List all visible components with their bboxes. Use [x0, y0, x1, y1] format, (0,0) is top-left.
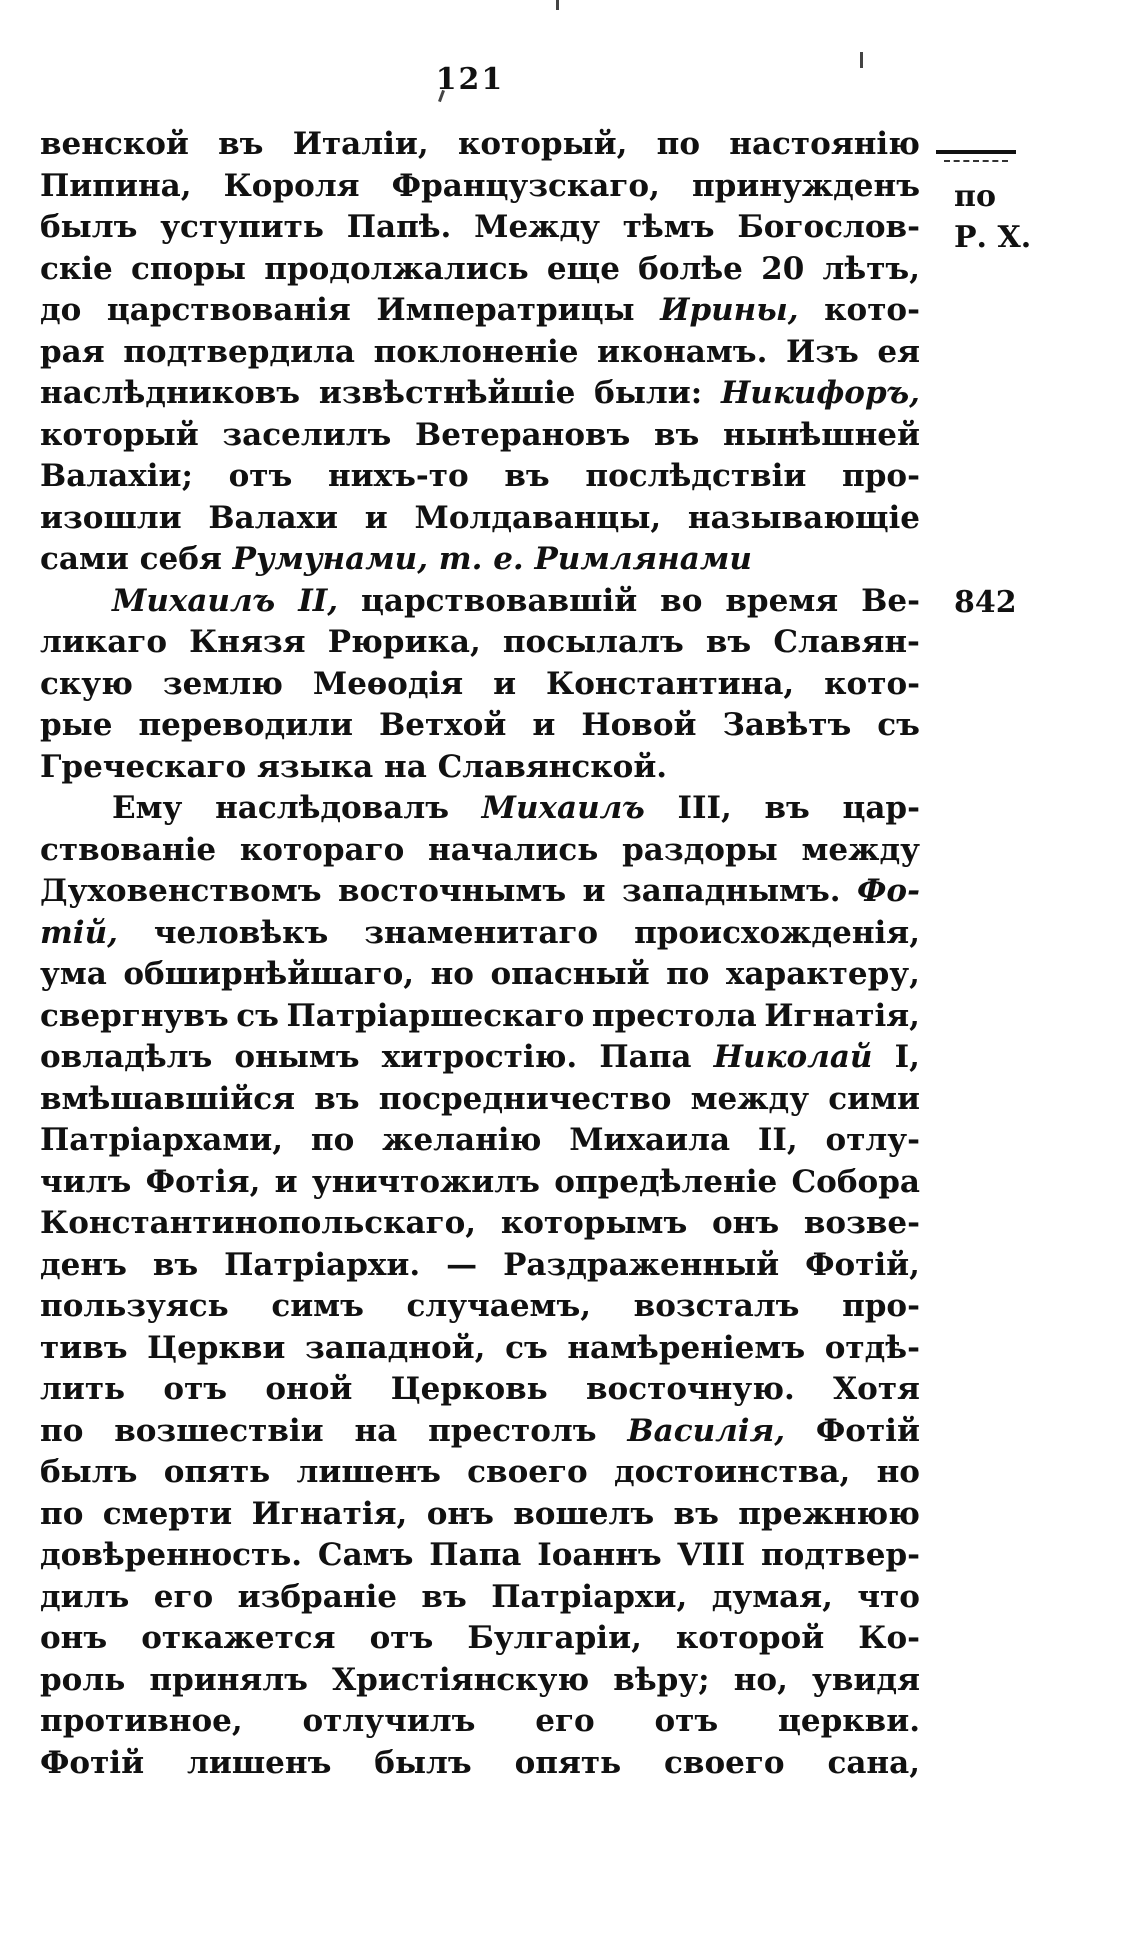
text-line: [40, 415, 920, 457]
text-line: [40, 1701, 920, 1743]
word: и: [532, 707, 556, 743]
word: рые: [40, 707, 113, 743]
word: называющіе: [687, 499, 920, 536]
word: уступить: [160, 209, 324, 245]
word: Молдаванцы,: [414, 499, 662, 536]
word: Италіи,: [292, 126, 429, 162]
word: раздоры: [622, 831, 778, 868]
word: сими: [828, 1080, 920, 1117]
word: цар-: [842, 790, 920, 826]
word: достоинства,: [613, 1454, 851, 1490]
text-line: [40, 456, 920, 498]
word: случаемъ,: [406, 1288, 592, 1324]
word: думая,: [711, 1578, 833, 1615]
word: I,: [894, 1039, 920, 1075]
word: споры: [131, 250, 247, 287]
text-run: сами себя: [40, 541, 233, 577]
text-line: [40, 124, 920, 166]
word: Рюрика,: [327, 624, 481, 660]
text-line: [40, 1037, 920, 1079]
word: хитростію.: [381, 1039, 578, 1075]
word: подтвердила: [123, 333, 356, 370]
word: лить: [40, 1371, 126, 1407]
word: сана,: [827, 1744, 920, 1781]
word: былъ: [40, 209, 138, 245]
word: дилъ: [40, 1578, 130, 1615]
word: тій,: [40, 914, 118, 951]
word: западной,: [305, 1329, 486, 1366]
word: знаменитаго: [364, 914, 599, 951]
margin-note: Р. Х.: [954, 220, 1032, 255]
word: заселилъ: [222, 416, 392, 453]
word: и: [493, 665, 517, 702]
word: въ: [504, 458, 550, 494]
word: болѣе: [638, 250, 743, 287]
text-line: [40, 1660, 920, 1702]
word: кото-: [824, 665, 920, 702]
word: Ветхой: [379, 707, 507, 743]
word: Фотій: [815, 1412, 920, 1449]
text-line: [40, 830, 920, 872]
word: Фотій: [40, 1744, 145, 1781]
word: престола: [591, 997, 757, 1034]
word: Между: [474, 209, 600, 245]
text-line: [40, 954, 920, 996]
text-line: [40, 249, 920, 291]
word: Булгаріи,: [467, 1620, 642, 1656]
word: въ: [314, 1080, 360, 1117]
word: и: [582, 873, 606, 909]
word: свергнувъ: [40, 997, 229, 1034]
word: въ: [705, 624, 752, 660]
word: но: [430, 956, 474, 992]
word: принялъ: [149, 1661, 308, 1698]
word: откажется: [141, 1620, 336, 1656]
text-line: [40, 373, 920, 415]
word: еще: [546, 250, 620, 287]
word: про-: [842, 458, 920, 494]
text-line: [40, 996, 920, 1038]
word: между: [801, 831, 920, 868]
word: Духовенствомъ: [40, 873, 322, 909]
word: II,: [298, 582, 338, 619]
word: Славян-: [773, 624, 920, 660]
word: противное,: [40, 1703, 243, 1739]
word: Игнатія,: [764, 997, 920, 1034]
word: посылалъ: [502, 624, 684, 660]
word: между: [690, 1080, 810, 1117]
text-line: [40, 1743, 920, 1785]
word: 20: [761, 250, 805, 287]
word: былъ: [40, 1454, 138, 1490]
word: западнымъ.: [621, 873, 841, 909]
word: Папа: [599, 1039, 692, 1075]
word: его: [535, 1703, 595, 1739]
word: переводили: [138, 707, 354, 743]
word: онъ: [40, 1620, 108, 1656]
word: въ: [764, 790, 810, 826]
word: принужденъ: [691, 167, 920, 204]
word: II,: [757, 1122, 798, 1158]
word: по: [656, 126, 701, 162]
word: во: [660, 582, 703, 619]
text-line: [40, 207, 920, 249]
word: настоянію: [729, 126, 920, 162]
word: землю: [162, 665, 283, 702]
word: опасный: [490, 956, 650, 992]
word: до: [40, 292, 82, 328]
word: отлучилъ: [302, 1703, 476, 1739]
word: кото-: [824, 292, 920, 328]
word: съ: [236, 997, 279, 1034]
page-number: 121: [435, 62, 505, 97]
word: чилъ: [40, 1163, 132, 1200]
word: поклоненіе: [373, 333, 579, 370]
text-line: [40, 1618, 920, 1660]
word: роль: [40, 1661, 126, 1698]
word: Іоаннъ: [537, 1537, 662, 1573]
text-line: [40, 1120, 920, 1162]
word: оной: [265, 1371, 353, 1407]
word: симъ: [271, 1288, 364, 1324]
word: опять: [163, 1454, 271, 1490]
word: съ: [505, 1329, 548, 1366]
word: ликаго: [40, 624, 167, 660]
word: Патріаршескаго: [286, 997, 585, 1034]
word: въ: [421, 1578, 467, 1615]
word: денъ: [40, 1246, 127, 1283]
word: лишенъ: [187, 1744, 332, 1781]
word: Самъ: [317, 1537, 414, 1573]
word: уничтожилъ: [311, 1163, 540, 1200]
word: Михаилъ: [112, 582, 276, 619]
word: былъ: [374, 1744, 472, 1781]
word: тѣмъ: [622, 209, 715, 245]
text-line: [40, 290, 920, 332]
word: по: [310, 1122, 355, 1158]
paper-speck: [556, 0, 559, 10]
text-line: [40, 1535, 920, 1577]
word: Христіянскую: [332, 1661, 590, 1698]
word: Завѣтъ: [722, 707, 852, 743]
word: увидя: [812, 1661, 920, 1698]
margin-note: 842: [954, 585, 1017, 620]
word: Константинопольскаго,: [40, 1205, 477, 1241]
word: по: [666, 956, 710, 992]
word: Ко-: [858, 1620, 920, 1656]
word: отлу-: [825, 1122, 920, 1158]
word: вошелъ: [513, 1495, 655, 1532]
text-line: [40, 1245, 920, 1287]
word: вмѣшавшійся: [40, 1080, 296, 1117]
word: по: [40, 1412, 84, 1449]
word: венской: [40, 126, 189, 162]
word: Фотія,: [145, 1163, 261, 1200]
word: Патріархи.: [224, 1246, 421, 1283]
word: онымъ: [234, 1039, 360, 1075]
word: церкви.: [777, 1703, 920, 1739]
text-line: [40, 166, 920, 208]
word: Богослов-: [737, 209, 920, 245]
word: Церкви: [147, 1329, 286, 1366]
word: Патріархи,: [491, 1578, 688, 1615]
word: восточнымъ: [337, 873, 567, 909]
word: наслѣдовалъ: [215, 790, 449, 826]
word: Князя: [189, 624, 306, 660]
text-line: [40, 1494, 920, 1536]
word: Константина,: [546, 665, 795, 702]
word: Василія,: [627, 1412, 786, 1449]
word: пользуясь: [40, 1288, 229, 1324]
word: но: [876, 1454, 920, 1490]
word: довѣренность.: [40, 1537, 303, 1573]
word: VIII: [677, 1537, 746, 1573]
word: Михаила: [569, 1122, 731, 1158]
word: смерти: [102, 1495, 233, 1532]
word: Изъ: [785, 333, 859, 370]
text-line: [40, 498, 920, 540]
text-line: [40, 1577, 920, 1619]
text-line: [40, 1411, 920, 1453]
word: царствовавшій: [360, 582, 638, 619]
word: его: [153, 1578, 214, 1615]
word: своего: [467, 1454, 588, 1490]
text-run: Греческаго языка на Славянской.: [40, 748, 668, 785]
word: обширнѣйшаго,: [123, 956, 415, 992]
word: Никифоръ,: [720, 375, 920, 411]
word: Ирины,: [660, 292, 799, 328]
word: Михаилъ: [481, 790, 645, 826]
word: Игнатія,: [251, 1495, 408, 1532]
word: изошли: [40, 499, 182, 536]
word: Ве-: [861, 582, 920, 619]
word: восточную.: [586, 1371, 795, 1407]
word: прежнюю: [738, 1495, 920, 1532]
text-line: [40, 1369, 920, 1411]
word: отъ: [369, 1620, 434, 1656]
word: наслѣдниковъ: [40, 375, 301, 411]
word: иконамъ.: [597, 333, 768, 370]
text-line: [40, 332, 920, 374]
word: нынѣшней: [723, 416, 920, 453]
word: Ему: [112, 790, 183, 826]
word: возве-: [803, 1205, 920, 1241]
word: —: [446, 1246, 478, 1283]
word: начались: [428, 831, 599, 868]
text-line: [40, 705, 920, 747]
word: и: [274, 1163, 298, 1200]
word: время: [725, 582, 839, 619]
text-line: [40, 1452, 920, 1494]
word: въ: [673, 1495, 719, 1532]
word: послѣдствіи: [585, 458, 807, 494]
word: что: [857, 1578, 920, 1615]
word: престолъ: [428, 1412, 597, 1449]
word: Раздраженный: [503, 1246, 780, 1283]
word: желанію: [382, 1122, 542, 1158]
text-line: [40, 539, 920, 581]
text-run: Румунами, т. е. Римлянами: [232, 541, 752, 577]
word: въ: [152, 1246, 199, 1283]
word: отъ: [654, 1703, 719, 1739]
word: намѣреніемъ: [567, 1329, 806, 1366]
word: опредѣленіе: [554, 1163, 778, 1200]
word: въ: [218, 126, 264, 162]
margin-rule: [936, 150, 1016, 154]
body-text: [40, 124, 920, 1784]
word: Фо-: [857, 873, 920, 909]
text-line: [40, 1079, 920, 1121]
word: съ: [877, 707, 920, 743]
text-line: [40, 581, 920, 623]
word: которымъ: [500, 1205, 688, 1241]
word: Папѣ.: [346, 209, 452, 245]
word: Императрицы: [376, 292, 635, 328]
word: Короля: [223, 167, 360, 204]
text-line: [40, 913, 920, 955]
word: Пипина,: [40, 167, 192, 204]
word: Ветерановъ: [415, 416, 631, 453]
word: тивъ: [40, 1329, 128, 1366]
word: скіе: [40, 250, 113, 287]
word: скую: [40, 665, 133, 702]
word: лѣтъ,: [822, 250, 920, 287]
word: овладѣлъ: [40, 1039, 213, 1075]
word: царствованія: [106, 292, 351, 328]
word: вѣру;: [613, 1661, 710, 1698]
word: которой: [675, 1620, 825, 1656]
word: были:: [594, 375, 703, 411]
word: ствованіе: [40, 831, 217, 868]
word: опять: [514, 1744, 622, 1781]
word: характеру,: [725, 956, 920, 992]
word: отъ: [228, 458, 293, 494]
word: ея: [877, 333, 920, 370]
word: посредничество: [378, 1080, 672, 1117]
word: Церковь: [390, 1371, 548, 1407]
word: Папа: [429, 1537, 522, 1573]
word: ума: [40, 956, 107, 992]
word: лишенъ: [296, 1454, 441, 1490]
word: на: [354, 1412, 398, 1449]
word: и: [364, 499, 388, 536]
word: въ: [654, 416, 700, 453]
word: Хотя: [833, 1371, 920, 1407]
text-line: [40, 1286, 920, 1328]
word: возсталъ: [633, 1288, 800, 1324]
word: но,: [733, 1661, 788, 1698]
word: который,: [457, 126, 628, 162]
word: про-: [842, 1288, 920, 1324]
text-line: [40, 622, 920, 664]
word: Патріархами,: [40, 1122, 284, 1158]
word: Собора: [791, 1163, 920, 1200]
word: Меѳодія: [312, 665, 464, 702]
word: по: [40, 1495, 84, 1532]
word: извѣстнѣйшіе: [318, 375, 576, 411]
text-line: [40, 1203, 920, 1245]
word: рая: [40, 333, 105, 370]
text-line: [40, 871, 920, 913]
margin-note: по: [954, 179, 996, 214]
word: продолжались: [264, 250, 529, 287]
word: Николай: [713, 1039, 873, 1075]
text-line: [40, 664, 920, 706]
word: нихъ-то: [327, 458, 469, 494]
word: Фотій,: [805, 1246, 920, 1283]
text-line: [40, 1328, 920, 1370]
word: Валахи: [208, 499, 339, 536]
word: котораго: [239, 831, 405, 868]
text-line: [40, 747, 920, 789]
word: возшествіи: [114, 1412, 324, 1449]
word: Валахіи;: [40, 458, 193, 494]
paper-speck: [860, 52, 863, 68]
word: III,: [677, 790, 732, 826]
text-line: [40, 1162, 920, 1204]
word: своего: [664, 1744, 785, 1781]
word: онъ: [426, 1495, 494, 1532]
word: избраніе: [237, 1578, 397, 1615]
word: человѣкъ: [153, 914, 329, 951]
word: отдѣ-: [824, 1329, 920, 1366]
word: происхожденія,: [634, 914, 920, 951]
word: Французскаго,: [391, 167, 660, 204]
word: отъ: [163, 1371, 228, 1407]
word: онъ: [711, 1205, 780, 1241]
text-line: [40, 788, 920, 830]
word: который: [40, 416, 199, 453]
word: подтвер-: [760, 1537, 920, 1573]
word: Новой: [581, 707, 697, 743]
